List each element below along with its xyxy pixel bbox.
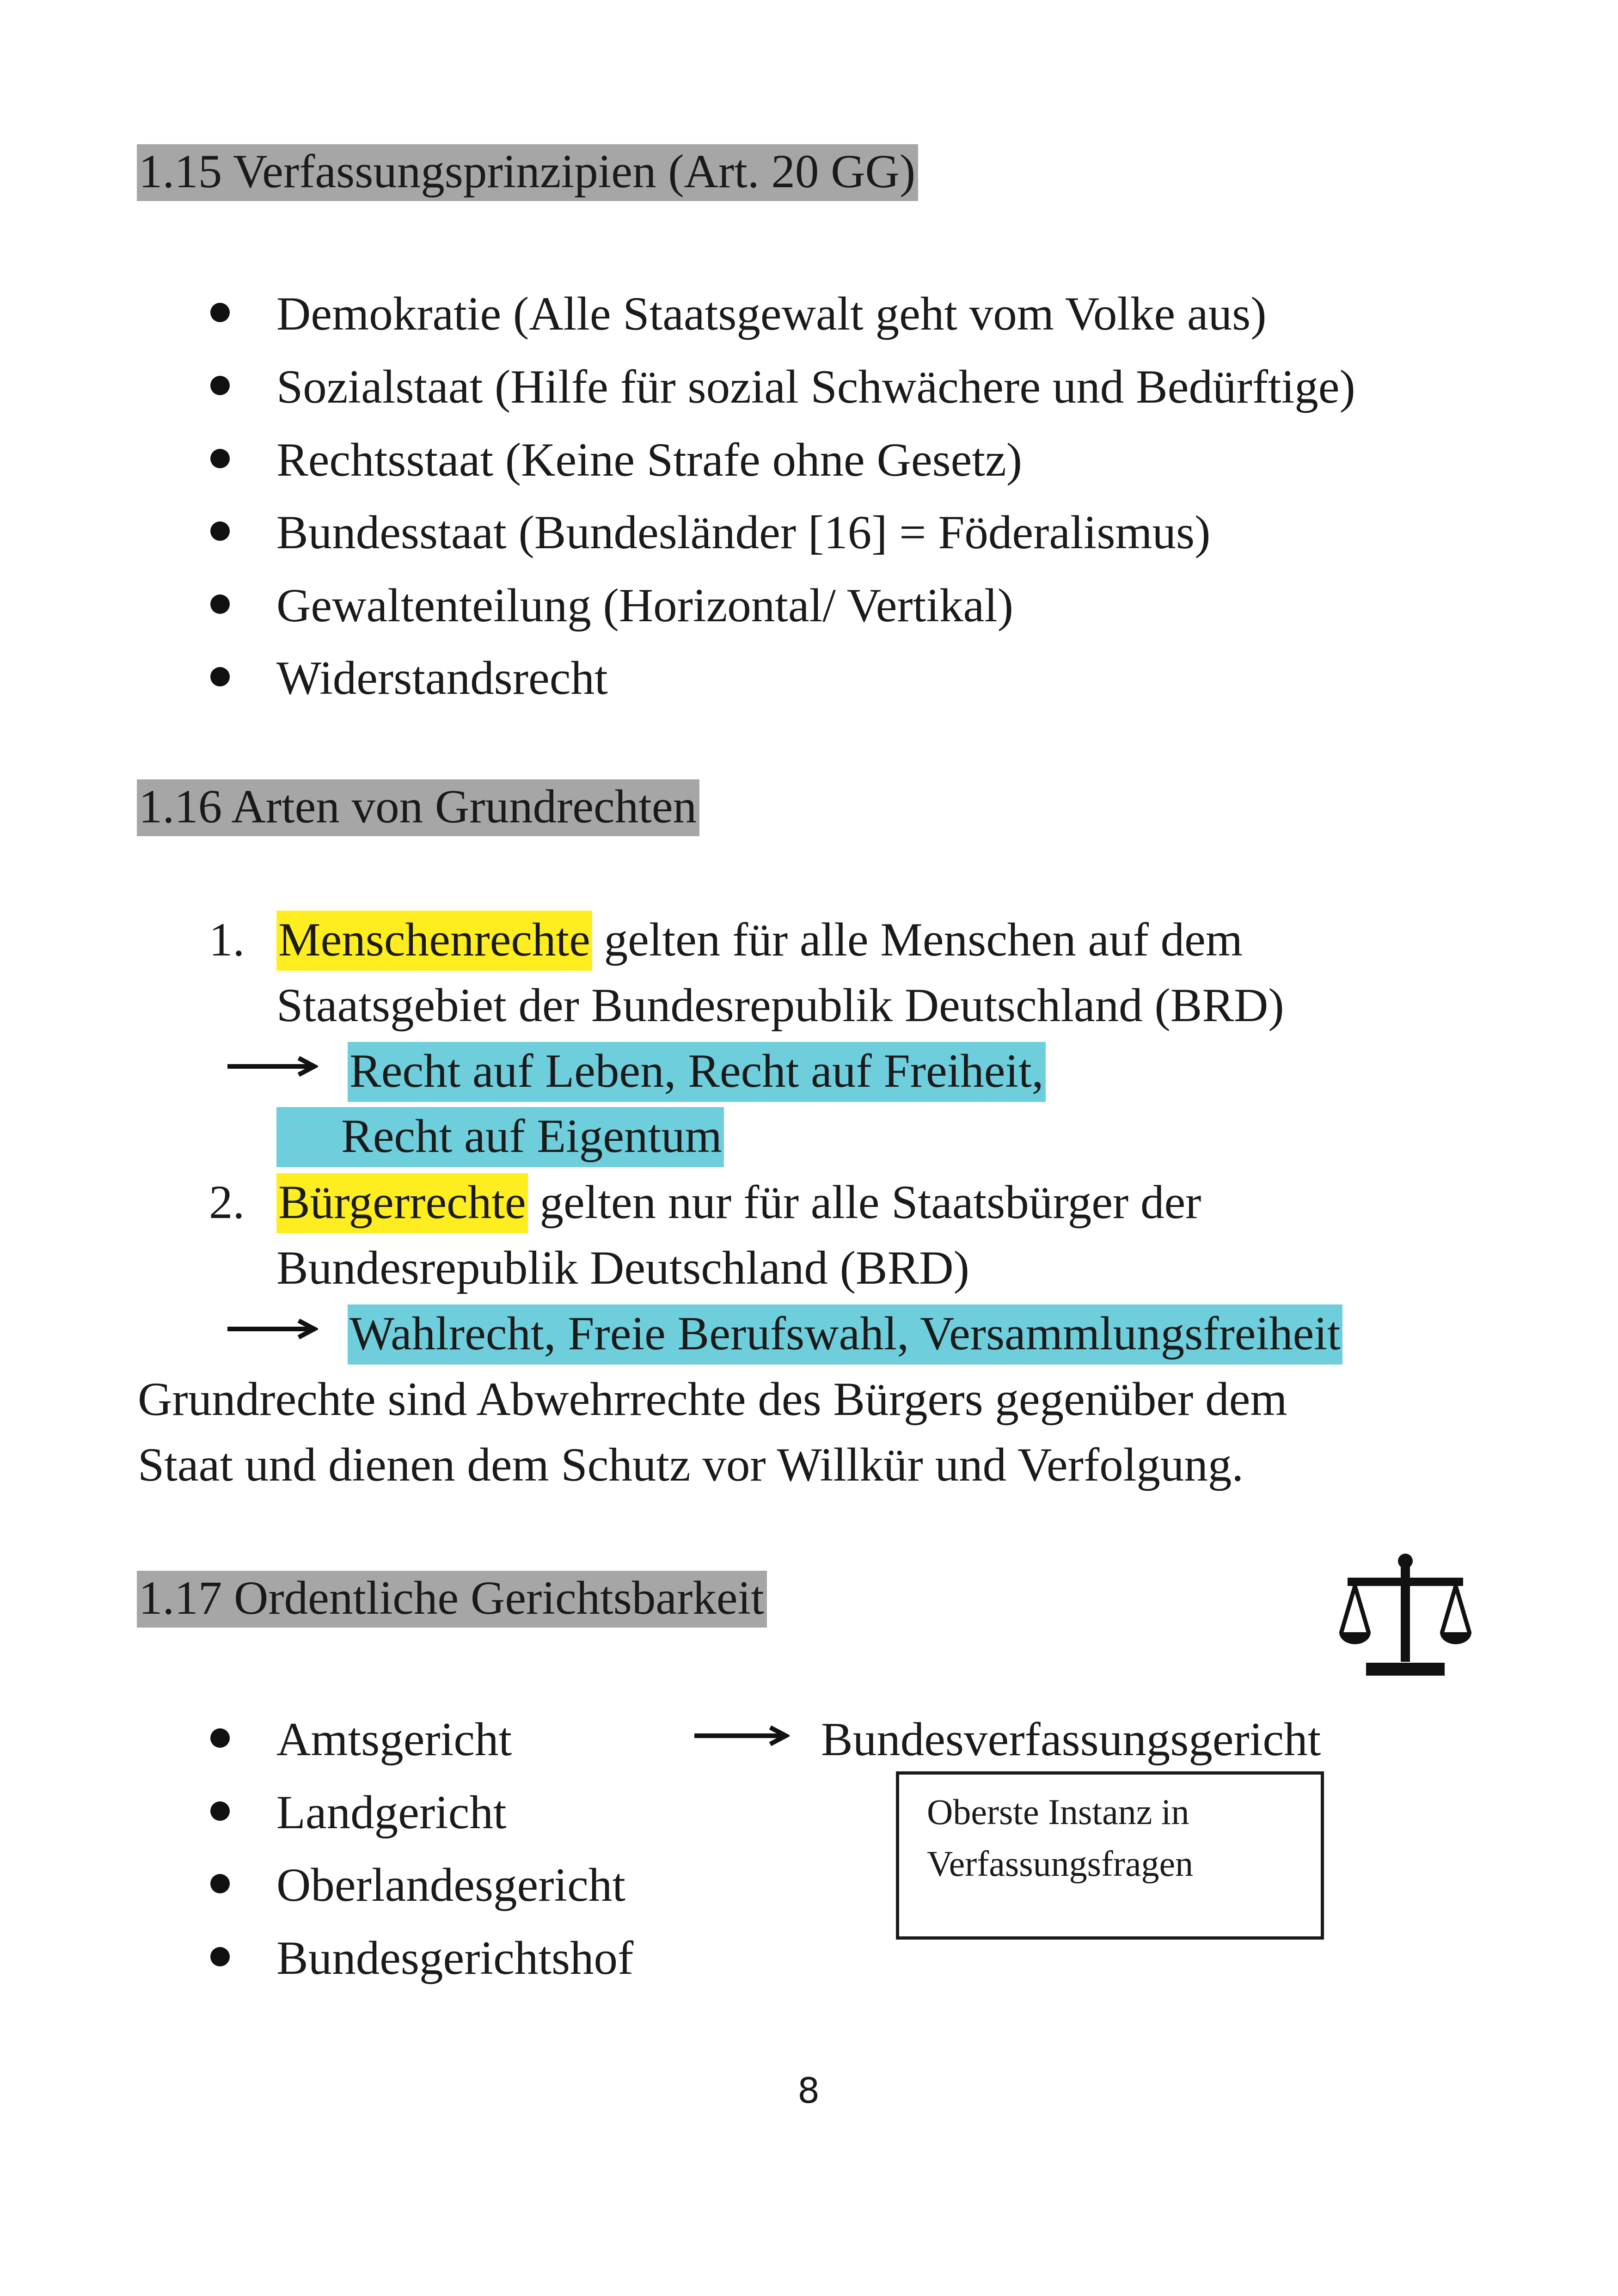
- list-item: Amtsgericht: [276, 1713, 512, 1766]
- examples-highlight: Recht auf Eigentum: [276, 1113, 724, 1160]
- top-court-label: Bundesverfassungsgericht: [821, 1713, 1321, 1766]
- term-highlight: Menschenrechte: [276, 911, 592, 971]
- term-highlight: Bürgerrechte: [276, 1173, 528, 1233]
- list-item: Bundesstaat (Bundesländer [16] = Föderalismus): [276, 506, 1211, 559]
- bullet-icon: [210, 303, 230, 322]
- rights-item-1-line-2: Staatsgebiet der Bundesrepublik Deutschland (BRD): [276, 979, 1284, 1032]
- bullet-icon: [210, 1801, 230, 1821]
- bullet-icon: [210, 1947, 230, 1966]
- arrow-right-icon: [693, 1726, 790, 1746]
- arrow-right-icon: [226, 1319, 318, 1339]
- summary-text: Grundrechte sind Abwehrrechte des Bürgers gegenüber dem: [138, 1373, 1287, 1426]
- page-number: 8: [797, 2070, 820, 2111]
- term-description: gelten nur für alle Staatsbürger der: [527, 1176, 1201, 1229]
- rights-item-2-line-2: Bundesrepublik Deutschland (BRD): [276, 1242, 969, 1294]
- rights-item-1-line-1: [276, 913, 1243, 966]
- list-number: 2.: [209, 1176, 245, 1229]
- info-box-line: Oberste Instanz in: [927, 1792, 1189, 1832]
- examples-highlight: Recht auf Leben, Recht auf Freiheit,: [348, 1047, 1046, 1095]
- bullet-icon: [210, 594, 230, 614]
- list-number: 1.: [209, 913, 245, 966]
- list-item: Widerstandsrecht: [276, 652, 608, 704]
- bullet-icon: [210, 376, 230, 395]
- rights-item-2-line-1: [276, 1176, 1201, 1229]
- term-description: gelten für alle Menschen auf dem: [592, 913, 1243, 966]
- list-item: Gewaltenteilung (Horizontal/ Vertikal): [276, 579, 1014, 632]
- info-box: [896, 1771, 1324, 1940]
- summary-text: Staat und dienen dem Schutz vor Willkür und Verfolgung.: [138, 1439, 1244, 1491]
- info-box-line: Verfassungsfragen: [927, 1843, 1194, 1884]
- list-item: Oberlandesgericht: [276, 1859, 625, 1911]
- list-item: Sozialstaat (Hilfe für sozial Schwächere und Bedürftige): [276, 361, 1355, 413]
- list-item: Bundesgerichtshof: [276, 1932, 634, 1984]
- arrow-right-icon: [226, 1056, 318, 1077]
- section-heading-1-17: 1.17 Ordentliche Gerichtsbarkeit: [137, 1571, 767, 1628]
- bullet-icon: [210, 1728, 230, 1748]
- bullet-icon: [210, 449, 230, 468]
- list-item: Demokratie (Alle Staatsgewalt geht vom Volke aus): [276, 288, 1267, 340]
- bullet-icon: [210, 1874, 230, 1893]
- bullet-icon: [210, 521, 230, 541]
- scales-of-justice-icon: [1338, 1551, 1472, 1687]
- section-heading-1-15: 1.15 Verfassungsprinzipien (Art. 20 GG): [137, 144, 918, 201]
- examples-highlight: Wahlrecht, Freie Berufswahl, Versammlungsfreiheit: [348, 1310, 1342, 1358]
- bullet-icon: [210, 667, 230, 686]
- list-item: Rechtsstaat (Keine Strafe ohne Gesetz): [276, 434, 1022, 486]
- section-heading-1-16: 1.16 Arten von Grundrechten: [137, 779, 699, 836]
- list-item: Landgericht: [276, 1786, 507, 1839]
